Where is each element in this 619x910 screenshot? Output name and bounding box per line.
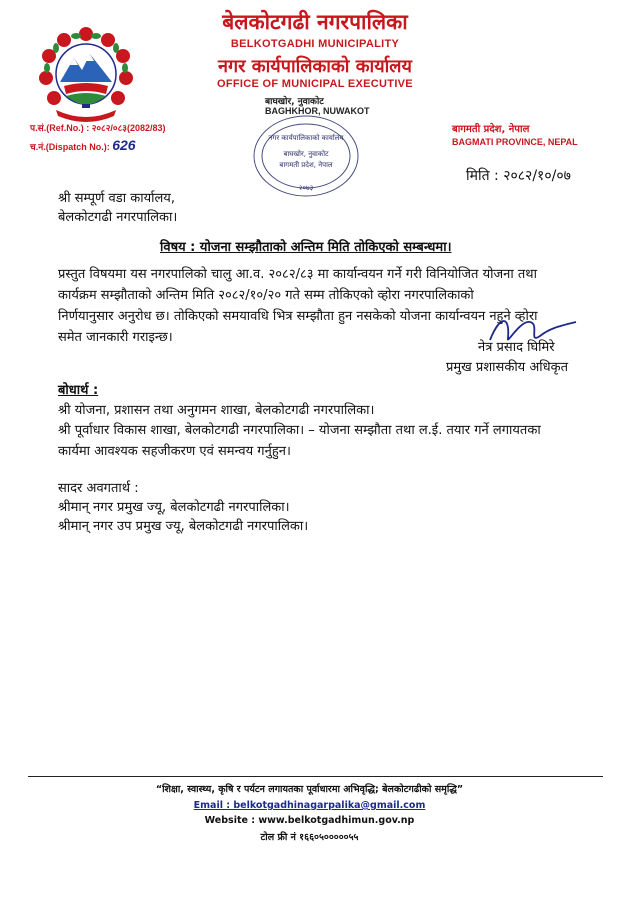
office-name-english: OFFICE OF MUNICIPAL EXECUTIVE (217, 78, 413, 90)
stamp-line-3: बागमती प्रदेश, नेपाल (279, 161, 333, 169)
municipality-name-nepali: बेलकोटगढी नगरपालिका (222, 10, 408, 34)
footer-divider (28, 776, 603, 777)
body-line-3: निर्णयानुसार अनुरोध छ। तोकिएको समयावधि भित्र सम्झौता हुन नसकेको योजना कार्यान्वयन नहुने व्होरा (58, 309, 538, 324)
cc-line-3: कार्यमा आवश्यक सहजीकरण एवं समन्वय गर्नुहुन। (58, 444, 291, 459)
info-line-2: श्रीमान् नगर उप प्रमुख ज्यू, बेलकोटगढी नगरपालिका। (58, 519, 309, 534)
footer-slogan: “शिक्षा, स्वास्थ्य, कृषि र पर्यटन लगायतका पूर्वाधारमा अभिवृद्धि; बेलकोटगढीको समृद्धि” (155, 784, 464, 795)
municipality-name-english: BELKOTGADHI MUNICIPALITY (230, 38, 400, 50)
cc-line-1: श्री योजना, प्रशासन तथा अनुगमन शाखा, बेलकोटगढी नगरपालिका। (58, 403, 375, 418)
signatory-name: नेत्र प्रसाद घिमिरे (478, 340, 555, 355)
stamp-line-1: नगर कार्यपालिकाको कार्यालय (268, 134, 344, 142)
recipient-line-1: श्री सम्पूर्ण वडा कार्यालय, (58, 191, 175, 206)
footer-toll-free: टोल फ्री नं १६६०५०००००५५ (260, 832, 359, 843)
stamp-line-4: २०७३ (298, 184, 314, 192)
info-heading: सादर अवगतार्थ : (58, 481, 139, 496)
reference-number: प.सं.(Ref.No.) : २०८२/०८३(2082/83) (30, 123, 166, 133)
body-line-4: समेत जानकारी गराइन्छ। (58, 330, 173, 345)
cc-heading: बोधार्थ : (58, 383, 99, 398)
cc-line-2: श्री पूर्वाधार विकास शाखा, बेलकोटगढी नगरपालिका। – योजना सम्झौता तथा ल.ई. तयार गर्ने लगायतका (58, 423, 541, 438)
office-name-nepali: नगर कार्यपालिकाको कार्यालय (218, 56, 412, 77)
address-english: BAGHKHOR, NUWAKOT (265, 106, 370, 116)
address-nepali: बाघखोर, नुवाकोट (265, 97, 324, 107)
letter-date: मिति : २०८२/१०/०७ (466, 168, 571, 184)
dispatch-number (30, 137, 136, 153)
info-line-1: श्रीमान् नगर प्रमुख ज्यू, बेलकोटगढी नगरपालिका। (58, 500, 290, 515)
footer-email[interactable]: Email : belkotgadhinagarpalika@gmail.com (193, 800, 426, 811)
office-stamp (236, 112, 376, 204)
dispatch-value: 626 (112, 137, 136, 153)
stamp-line-2: बाघखोर, नुवाकोट (283, 150, 329, 158)
body-line-2: कार्यक्रम सम्झौताको अन्तिम मिति २०८२/१०/२० गते सम्म तोकिएको व्होरा नगरपालिकाको (58, 288, 474, 303)
province-english: BAGMATI PROVINCE, NEPAL (452, 137, 578, 147)
municipality-emblem-logo (36, 24, 136, 124)
letter-subject: विषय : योजना सम्झौताको अन्तिम मिति तोकिएको सम्बन्धमा। (160, 240, 452, 255)
province-nepali: बागमती प्रदेश, नेपाल (452, 124, 530, 135)
signatory-title: प्रमुख प्रशासकीय अधिकृत (446, 360, 569, 375)
footer-website[interactable]: Website : www.belkotgadhimun.gov.np (204, 815, 415, 826)
body-line-1: प्रस्तुत विषयमा यस नगरपालिको चालु आ.व. २०८२/८३ मा कार्यान्वयन गर्ने गरी विनियोजित योजना तथा (58, 267, 537, 282)
recipient-line-2: बेलकोटगढी नगरपालिका। (58, 210, 178, 225)
dispatch-label: च.नं.(Dispatch No.): (30, 142, 110, 152)
